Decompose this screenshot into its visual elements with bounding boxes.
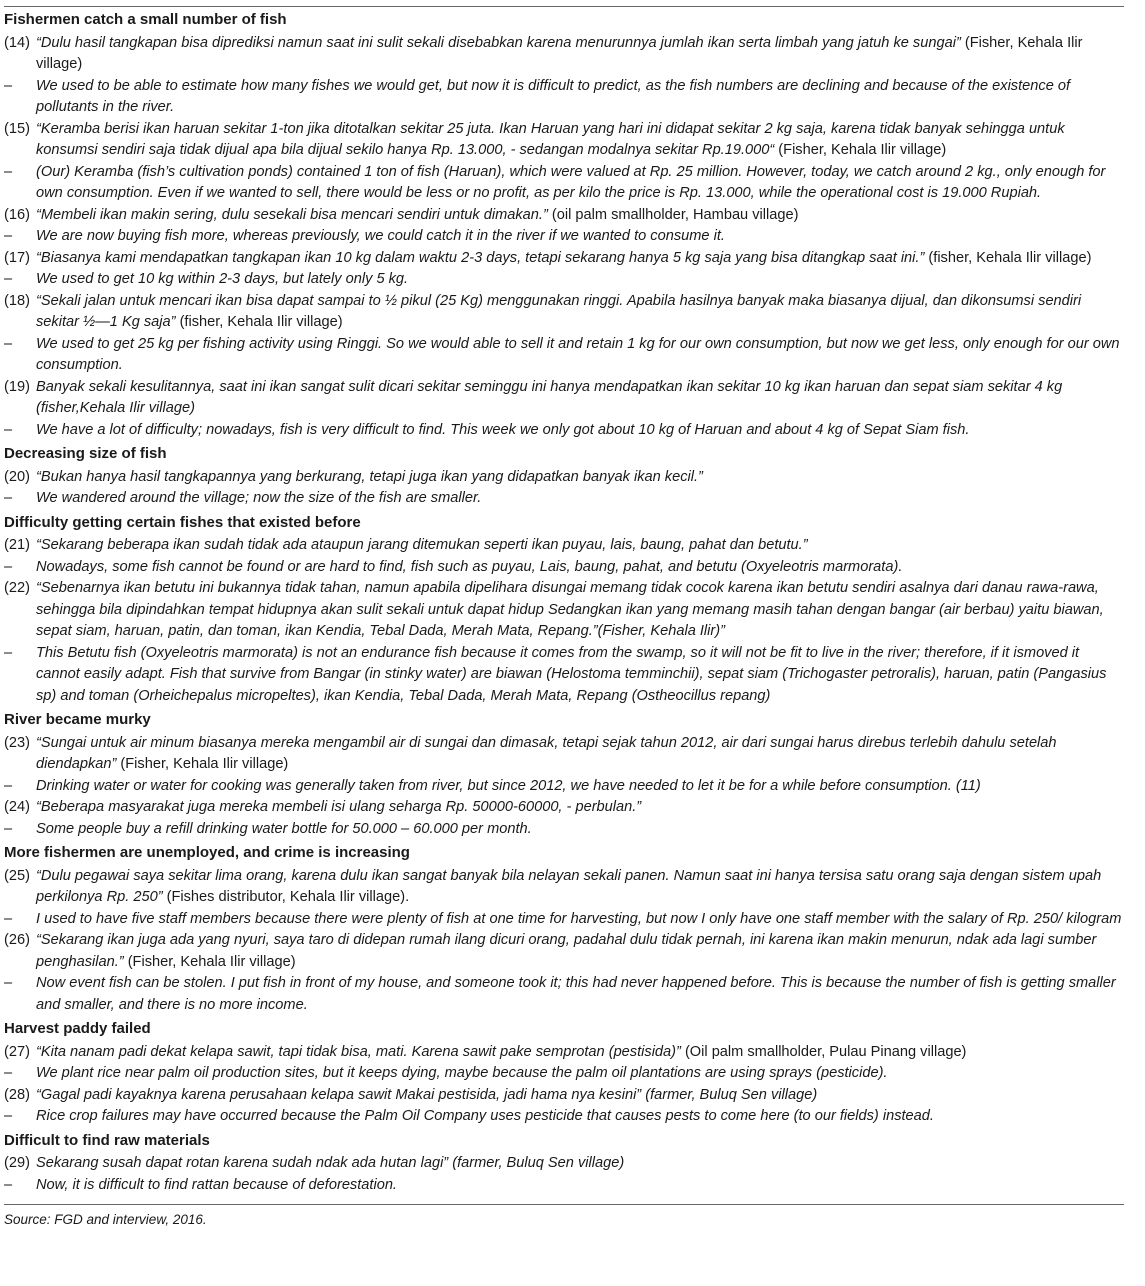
- original-quote: Sekarang susah dapat rotan karena sudah ndak ada hutan lagi” (farmer, Buluq Sen village): [36, 1155, 625, 1171]
- entry-number: (22): [4, 580, 30, 596]
- original-quote: “Sebenarnya ikan betutu ini bukannya tidak tahan, namun apabila dipelihara disungai memang tidak cocok karena ikan betutu sendiri asalnya dari danau rawa-rawa, sehingga bila dipindahkan tempat hidupnya akan sulit sekali untuk dapat hidup Sedangkan ikan yang memang masih tahan dengan bangar (air berbau) yaitu biawan, sepat siam, haruan, patin, dan toman, ikan Kendia, Tebal Dada, Merah Mata, Repang.”(Fisher, Kehala Ilir)”: [36, 580, 1104, 639]
- translation-entry: [4, 776, 1124, 798]
- translation-text: We used to get 25 kg per fishing activity using Ringgi. So we would able to sell it and retain 1 kg for our own consumption, but now we get less, only enough for our own consumption.: [36, 335, 1120, 373]
- translation-dash: –: [4, 490, 13, 506]
- quote-entry: [4, 291, 1124, 334]
- quote-entry: [4, 578, 1124, 643]
- entry-number: (25): [4, 867, 30, 884]
- original-quote: “Sekarang beberapa ikan sudah tidak ada ataupun jarang ditemukan seperti ikan puyau, lais, baung, pahat dan betutu.”: [36, 537, 808, 553]
- translation-text: This Betutu fish (Oxyeleotris marmorata) is not an endurance fish because it comes from the swamp, so it will not be fit to live in the river; therefore, if it ismoved it cannot easily adapt. Fish that survive from Bangar (in stinky water) are biawan (Helostoma temminchii), sepat siam (Trichogaster petroralis), haruan, patin (Pangasius sp) and toman (Orheichepalus micropeltes), ikan Kendia, Tebal Dada, Merah Mata, Repang (Ostheocillus repang): [36, 644, 1107, 704]
- translation-entry: [4, 819, 1124, 841]
- entry-number: (17): [4, 249, 30, 266]
- original-quote: “Dulu pegawai saya sekitar lima orang, karena dulu ikan sangat banyak bila nelayan sekali panen. Namun saat ini hanya tersisa satu orang saja dengan sistem upah perkilonya Rp. 250”: [36, 867, 1102, 905]
- translation-dash: –: [4, 335, 13, 352]
- section-heading: Difficulty getting certain fishes that existed before: [4, 513, 361, 531]
- translation-text: We are now buying fish more, whereas previously, we could catch it in the river if we wanted to consume it.: [36, 228, 725, 244]
- section-heading: Harvest paddy failed: [4, 1020, 151, 1037]
- quote-entry: [4, 733, 1124, 776]
- entry-number: (15): [4, 120, 30, 137]
- original-quote: “Sekali jalan untuk mencari ikan bisa dapat sampai to ½ pikul (25 Kg) menggunakan ringgi. Apabila hasilnya banyak maka biasanya dijual, dan dikonsumsi sendiri sekitar ½—1 Kg saja”: [36, 292, 1082, 330]
- translation-text: We have a lot of difficulty; nowadays, fish is very difficult to find. This week we only got about 10 kg of Haruan and about 4 kg of Sepat Siam fish.: [36, 421, 970, 438]
- translation-entry: [4, 488, 1124, 510]
- translation-entry: [4, 909, 1124, 931]
- section-heading: More fishermen are unemployed, and crime is increasing: [4, 844, 410, 861]
- quote-attribution: (Fisher, Kehala Ilir village): [123, 953, 296, 970]
- translation-entry: [4, 643, 1124, 708]
- quote-entry: [4, 1153, 1124, 1175]
- translation-dash: –: [4, 1065, 13, 1081]
- entry-number: (21): [4, 537, 30, 553]
- translation-text: Rice crop failures may have occurred because the Palm Oil Company uses pesticide that causes pests to come here (to our fields) instead.: [36, 1108, 934, 1124]
- original-quote: “Gagal padi kayaknya karena perusahaan kelapa sawit Makai pestisida, jadi hama nya kesini” (farmer, Buluq Sen village): [36, 1086, 818, 1103]
- original-quote: “Sekarang ikan juga ada yang nyuri, saya taro di didepan rumah ilang dicuri orang, padahal dulu tidak pernah, ini karena ikan makin menurun, ndak ada lagi sumber penghasilan.”: [36, 932, 1097, 970]
- translation-text: Some people buy a refill drinking water bottle for 50.000 – 60.000 per month.: [36, 820, 532, 837]
- quote-entry: [4, 205, 1124, 227]
- translation-dash: –: [4, 1176, 13, 1193]
- translation-dash: –: [4, 421, 13, 438]
- quote-attribution: (oil palm smallholder, Hambau village): [547, 206, 799, 223]
- entry-number: (23): [4, 734, 30, 751]
- section-heading: River became murky: [4, 711, 151, 728]
- quote-entry: [4, 377, 1124, 420]
- entry-number: (26): [4, 932, 30, 948]
- entry-number: (20): [4, 468, 30, 485]
- translation-text: I used to have five staff members because there were plenty of fish at one time for harvesting, but now I only have one staff member with the salary of Rp. 250/ kilogram: [36, 910, 1122, 927]
- original-quote: “Kita nanam padi dekat kelapa sawit, tapi tidak bisa, mati. Karena sawit pake semprotan (pestisida)”: [36, 1043, 681, 1060]
- entry-number: (27): [4, 1043, 30, 1060]
- quote-attribution: (Fisher, Kehala Ilir village): [36, 34, 1083, 72]
- quote-attribution: (Fisher, Kehala Ilir village): [116, 756, 289, 772]
- original-quote: Banyak sekali kesulitannya, saat ini ikan sangat sulit dicari sekitar seminggu ini hanya mendapatkan ikan sekitar 10 kg ikan haruan dan sepat siam sekitar 4 kg (fisher,Kehala Ilir village): [36, 378, 1063, 416]
- original-quote: “Beberapa masyarakat juga mereka membeli isi ulang seharga Rp. 50000-60000, - perbulan.”: [36, 799, 642, 815]
- original-quote: “Dulu hasil tangkapan bisa diprediksi namun saat ini sulit sekali disebabkan karena menurunnya jumlah ikan serta limbah yang jatuh ke sungai”: [36, 34, 961, 51]
- translation-dash: –: [4, 820, 13, 837]
- original-quote: “Membeli ikan makin sering, dulu sesekali bisa mencari sendiri untuk dimakan.”: [36, 206, 548, 223]
- entry-number: (19): [4, 378, 30, 395]
- quote-attribution: (Fisher, Kehala Ilir village): [774, 142, 947, 158]
- translation-entry: [4, 1175, 1124, 1197]
- translation-entry: [4, 226, 1124, 248]
- translation-entry: [4, 1106, 1124, 1128]
- original-quote: “Bukan hanya hasil tangkapannya yang berkurang, tetapi juga ikan yang didapatkan banyak ikan kecil.”: [36, 468, 703, 485]
- translation-dash: –: [4, 910, 13, 927]
- translation-dash: –: [4, 777, 13, 794]
- translation-dash: –: [4, 163, 13, 180]
- translation-entry: [4, 420, 1124, 442]
- translation-text: We used to get 10 kg within 2-3 days, but lately only 5 kg.: [36, 271, 409, 287]
- entry-number: (28): [4, 1086, 30, 1103]
- quote-entry: [4, 33, 1124, 76]
- quote-attribution: (fisher, Kehala Ilir village): [175, 314, 343, 330]
- quote-entry: [4, 930, 1124, 973]
- translation-dash: –: [4, 1108, 13, 1124]
- translation-entry: [4, 269, 1124, 291]
- entry-number: (18): [4, 292, 30, 309]
- translation-dash: –: [4, 644, 13, 661]
- original-quote: “Biasanya kami mendapatkan tangkapan ikan 10 kg dalam waktu 2-3 days, tetapi sekarang hanya 5 kg saja yang bisa ditangkap saat ini.”: [36, 249, 925, 266]
- section-heading: Decreasing size of fish: [4, 445, 167, 462]
- translation-entry: [4, 1063, 1124, 1085]
- table-body: [4, 7, 1124, 1196]
- translation-text: (Our) Keramba (fish’s cultivation ponds) contained 1 ton of fish (Haruan), which were valued at Rp. 25 million. However, today, we catch around 2 kg., only enough for own consumption. Even if we wanted to sell, there would be less or no profit, as per kilo the price is Rp. 13.000, while the operational cost is 19.000 Rupiah.: [36, 163, 1106, 201]
- translation-text: Nowadays, some fish cannot be found or are hard to find, fish such as puyau, Lais, baung, pahat, and betutu (Oxyeleotris marmorata).: [36, 558, 903, 575]
- translation-text: Now event fish can be stolen. I put fish in front of my house, and someone took it; this had never happened before. This is because the number of fish is getting smaller and smaller, and there is no more income.: [36, 975, 1116, 1013]
- quotes-table: [4, 6, 1124, 1231]
- entry-number: (24): [4, 799, 30, 815]
- translation-text: Drinking water or water for cooking was generally taken from river, but since 2012, we have needed to let it be for a while before consumption. (11): [36, 777, 981, 794]
- translation-dash: –: [4, 77, 13, 94]
- translation-entry: [4, 973, 1124, 1016]
- table-source-note: Source: FGD and interview, 2016.: [4, 1212, 207, 1227]
- translation-dash: –: [4, 271, 13, 287]
- quote-entry: [4, 248, 1124, 270]
- translation-dash: –: [4, 975, 13, 991]
- translation-dash: –: [4, 228, 13, 244]
- quote-entry: [4, 866, 1124, 909]
- quote-entry: [4, 467, 1124, 489]
- translation-text: Now, it is difficult to find rattan because of deforestation.: [36, 1176, 397, 1193]
- translation-text: We plant rice near palm oil production sites, but it keeps dying, maybe because the palm oil plantations are using sprays (pesticide).: [36, 1065, 888, 1081]
- original-quote: “Sungai untuk air minum biasanya mereka mengambil air di sungai dan dimasak, tetapi sejak tahun 2012, air dari sungai harus direbus terlebih dahulu setelah diendapkan”: [36, 734, 1057, 772]
- quote-entry: [4, 535, 1124, 557]
- entry-number: (14): [4, 34, 30, 51]
- translation-entry: [4, 334, 1124, 377]
- quote-entry: [4, 797, 1124, 819]
- quote-attribution: (Fishes distributor, Kehala Ilir village).: [162, 889, 410, 905]
- quote-entry: [4, 1042, 1124, 1064]
- translation-dash: –: [4, 558, 13, 575]
- section-heading: Fishermen catch a small number of fish: [4, 11, 287, 28]
- translation-text: We wandered around the village; now the size of the fish are smaller.: [36, 490, 482, 506]
- quote-attribution: (Oil palm smallholder, Pulau Pinang village): [680, 1043, 967, 1060]
- translation-text: We used to be able to estimate how many fishes we would get, but now it is difficult to predict, as the fish numbers are declining and because of the existence of pollutants in the river.: [36, 77, 1071, 115]
- entry-number: (29): [4, 1155, 30, 1171]
- quote-attribution: (fisher, Kehala Ilir village): [924, 249, 1092, 266]
- translation-entry: [4, 557, 1124, 579]
- entry-number: (16): [4, 206, 30, 223]
- quote-entry: [4, 1085, 1124, 1107]
- translation-entry: [4, 162, 1124, 205]
- translation-entry: [4, 76, 1124, 119]
- quote-entry: [4, 119, 1124, 162]
- section-heading: Difficult to find raw materials: [4, 1131, 210, 1149]
- original-quote: “Keramba berisi ikan haruan sekitar 1-ton jika ditotalkan sekitar 25 juta. Ikan Haruan yang hari ini didapat sekitar 2 kg saja, karena tidak banyak sehingga untuk konsumsi sendiri saja tidak dijual apa bila dijual sekilo hanya Rp. 13.000, - sedangan modalnya sekitar Rp.19.000“: [36, 120, 1065, 158]
